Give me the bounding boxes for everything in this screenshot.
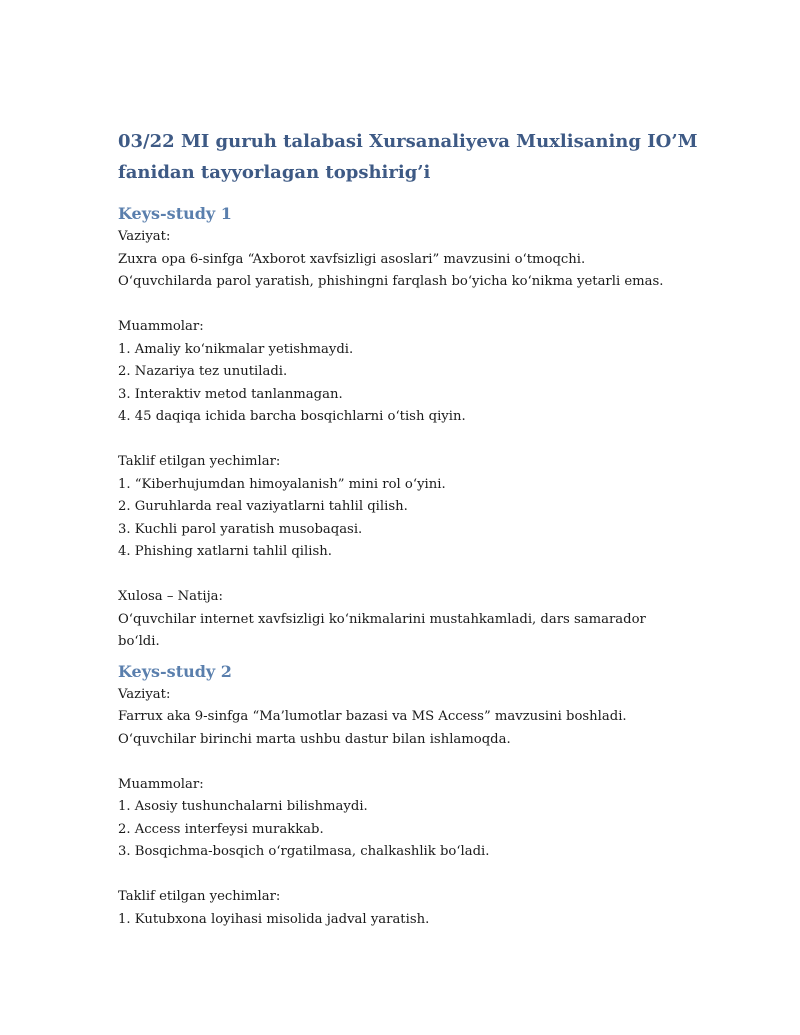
xulosa-line: O‘quvchilar internet xavfsizligi ko‘nikmalarini mustahkamladi, dars samarador	[118, 611, 646, 627]
case-study-2-heading: Keys-study 2	[118, 661, 232, 681]
yechimlar-label: Taklif etilgan yechimlar:	[118, 454, 281, 469]
muammolar-label: Muammolar:	[118, 319, 204, 334]
muammo-item: 1. Amaliy ko‘nikmalar yetishmaydi.	[118, 341, 354, 357]
vaziyat-label: Vaziyat:	[118, 686, 171, 702]
yechimlar-label: Taklif etilgan yechimlar:	[118, 889, 281, 904]
yechim-item: 3. Kuchli parol yaratish musobaqasi.	[118, 521, 363, 537]
xulosa-line: bo‘ldi.	[118, 634, 160, 649]
vaziyat-line: Farrux aka 9-sinfga “Ma’lumotlar bazasi va MS Access” mavzusini boshladi.	[118, 709, 627, 724]
vaziyat-label: Vaziyat:	[118, 229, 171, 244]
vaziyat-line: O‘quvchilarda parol yaratish, phishingni farqlash bo‘yicha ko‘nikma yetarli emas.	[118, 274, 664, 289]
yechim-item: 4. Phishing xatlarni tahlil qilish.	[118, 544, 332, 559]
spacer	[118, 564, 718, 587]
spacer	[118, 429, 718, 452]
muammo-item: 1. Asosiy tushunchalarni bilishmaydi.	[118, 799, 368, 814]
case-study-2	[118, 660, 718, 932]
xulosa-label: Xulosa – Natija:	[118, 589, 223, 604]
vaziyat-line: Zuxra opa 6-sinfga “Axborot xavfsizligi asoslari” mavzusini o‘tmoqchi.	[118, 251, 586, 267]
title-line-2: fanidan tayyorlagan topshirig’i	[118, 162, 431, 183]
vaziyat-line: O‘quvchilar birinchi marta ushbu dastur bilan ishlamoqda.	[118, 731, 511, 747]
yechim-item: 1. Kutubxona loyihasi misolida jadval yaratish.	[118, 911, 430, 927]
spacer	[118, 294, 718, 317]
case-study-1	[118, 202, 718, 654]
spacer	[118, 864, 718, 887]
muammo-item: 2. Nazariya tez unutiladi.	[118, 364, 288, 379]
muammolar-label: Muammolar:	[118, 776, 204, 792]
title-line-1: 03/22 MI guruh talabasi Xursanaliyeva Muxlisaning IO’M	[118, 131, 698, 152]
yechim-item: 1. “Kiberhujumdan himoyalanish” mini rol o‘yini.	[118, 476, 446, 492]
document-page	[118, 126, 718, 931]
muammo-item: 2. Access interfeysi murakkab.	[118, 821, 324, 837]
case-study-1-heading: Keys-study 1	[118, 204, 232, 223]
document-title	[118, 126, 718, 188]
muammo-item: 3. Bosqichma-bosqich o‘rgatilmasa, chalkashlik bo‘ladi.	[118, 844, 490, 859]
muammo-item: 4. 45 daqiqa ichida barcha bosqichlarni o‘tish qiyin.	[118, 409, 466, 424]
yechim-item: 2. Guruhlarda real vaziyatlarni tahlil qilish.	[118, 499, 408, 514]
muammo-item: 3. Interaktiv metod tanlanmagan.	[118, 386, 343, 402]
spacer	[118, 751, 718, 774]
